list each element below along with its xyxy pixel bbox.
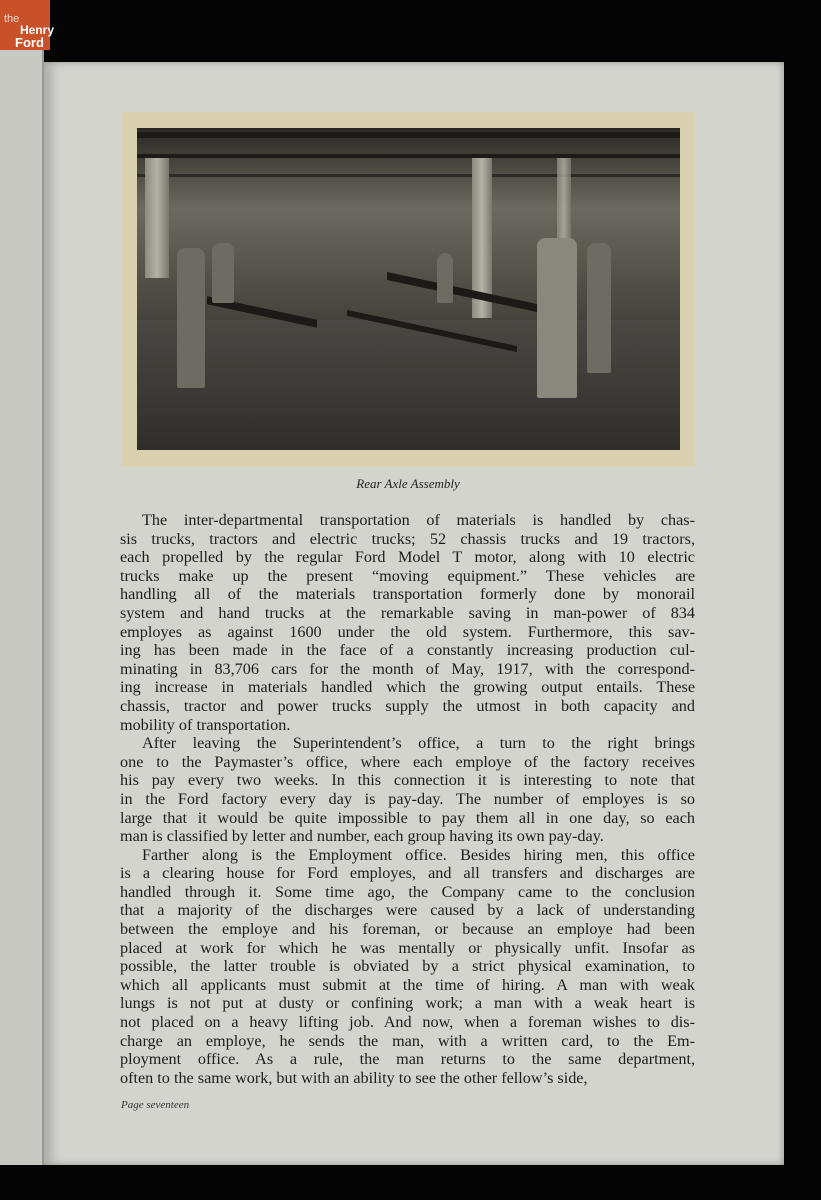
text-line: trucks make up the present “moving equipment.” These vehicles are [120, 566, 695, 585]
text-line: sis trucks, tractors and electric trucks; 52 chassis trucks and 19 tractors, [120, 529, 695, 548]
text-line: system and hand trucks at the remarkable saving in man-power of 834 [120, 603, 695, 622]
text-line: mobility of transportation. [120, 715, 291, 734]
text-line: each propelled by the regular Ford Model T motor, along with 10 electric [120, 548, 695, 567]
text-line: ing has been made in the face of a constantly increasing production cul- [120, 641, 695, 660]
text-line: handling all of the materials transportation formerly done by monorail [120, 585, 695, 604]
text-line: placed at work for which he was mentally or physically unfit. Insofar as [120, 938, 695, 957]
text-line: possible, the latter trouble is obviated by a strict physical examination, to [120, 957, 695, 976]
text-line: which all applicants must submit at the time of hiring. A man with weak [120, 975, 695, 994]
logo-ford: Ford [15, 35, 44, 50]
photo-frame [121, 112, 695, 467]
logo-the: the [4, 13, 20, 25]
text-line: that a majority of the discharges were caused by a lack of understanding [120, 901, 695, 920]
text-line: man is classified by letter and number, each group having its own pay-day. [120, 827, 604, 846]
text-line: employes as against 1600 under the old system. Furthermore, this sav- [120, 622, 695, 641]
text-line: between the employe and his foreman, or because an employe had been [120, 920, 695, 939]
text-line: After leaving the Superintendent’s office, a turn to the right brings [142, 734, 695, 753]
text-line: large that it would be quite impossible to pay them all in one day, so each [120, 808, 695, 827]
text-line: not placed on a heavy lifting job. And now, when a foreman wishes to dis- [120, 1013, 695, 1032]
text-line: handled through it. Some time ago, the Company came to the conclusion [120, 882, 695, 901]
facing-page-edge [0, 40, 44, 1165]
text-line: Farther along is the Employment office. Besides hiring men, this office [142, 845, 695, 864]
text-line: lungs is not put at dusty or confining work; a man with a weak heart is [120, 994, 695, 1013]
text-line: The inter-departmental transportation of materials is handled by chas- [142, 511, 695, 529]
page-number: Page seventeen [121, 1099, 190, 1111]
text-line: often to the same work, but with an ability to see the other fellow’s side, [120, 1068, 588, 1087]
henry-ford-logo [0, 0, 55, 50]
text-line: ployment office. As a rule, the man returns to the same department, [120, 1050, 695, 1069]
text-line: is a clearing house for Ford employes, and all transfers and discharges are [120, 864, 695, 883]
text-line: in the Ford factory every day is pay-day. The number of employes is so [120, 789, 695, 808]
body-text [120, 511, 695, 1087]
logo-henry: Henry [20, 23, 55, 37]
factory-photo [137, 128, 680, 450]
text-line: chassis, tractor and power trucks supply the utmost in both capacity and [120, 696, 695, 715]
text-line: one to the Paymaster’s office, where each employe of the factory receives [120, 752, 695, 771]
text-line: his pay every two weeks. In this connection it is interesting to note that [120, 771, 695, 790]
figure-caption: Rear Axle Assembly [356, 476, 460, 491]
text-line: ing increase in materials handled which the growing output entails. These [120, 678, 695, 697]
text-line: minating in 83,706 cars for the month of May, 1917, with the correspond- [120, 659, 695, 678]
text-line: charge an employe, he sends the man, with a written card, to the Em- [120, 1031, 695, 1050]
